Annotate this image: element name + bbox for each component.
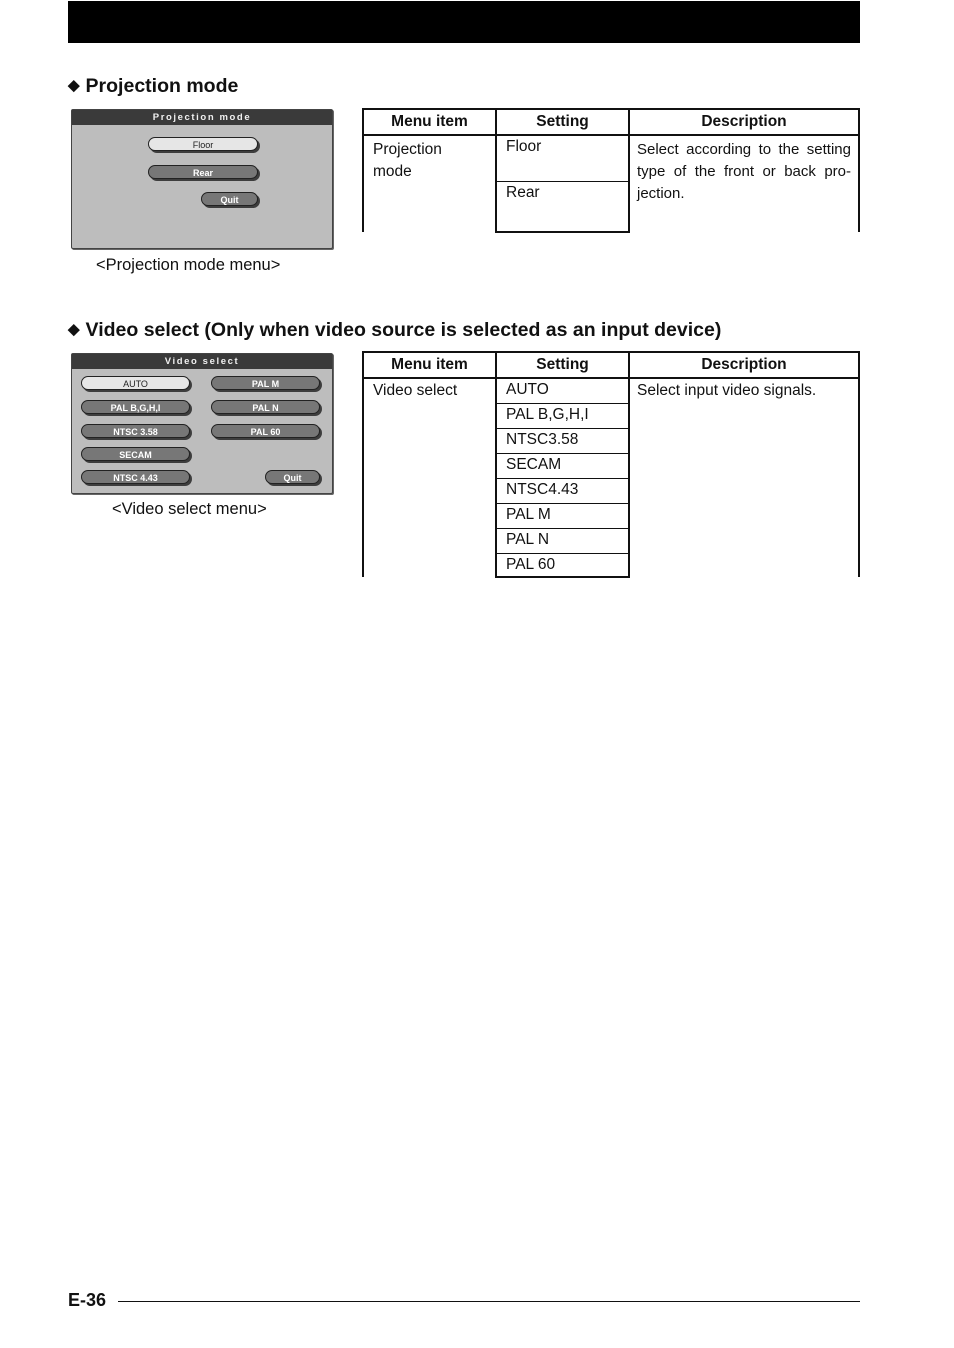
setting-cell: PAL M [506,505,551,523]
auto-button[interactable]: AUTO [81,376,190,390]
pal-60-button[interactable]: PAL 60 [211,424,320,438]
header-setting: Setting [496,109,629,135]
page-number: E-36 [68,1290,107,1310]
header-description: Description [629,109,859,135]
video-select-caption: <Video select menu> [112,500,267,518]
menu-item-cell: Video select [363,378,496,577]
header-description: Description [629,352,859,378]
pal-bghi-button[interactable]: PAL B,G,H,I [81,400,190,414]
header-setting: Setting [496,352,629,378]
menu-item-cell: Projection mode [373,141,442,180]
pal-m-button[interactable]: PAL M [211,376,320,390]
setting-cell: PAL 60 [506,555,556,573]
ntsc-358-button[interactable]: NTSC 3.58 [81,424,190,438]
setting-cell: PAL B,G,H,I [506,405,589,423]
floor-button[interactable]: Floor [148,137,258,151]
projection-mode-menu [71,109,333,249]
video-select-menu [71,353,333,494]
setting-cell: AUTO [506,381,549,398]
menu-title: Video select [72,354,332,369]
section-heading-projection-mode: ◆ Projection mode [68,75,239,97]
quit-button[interactable]: Quit [201,192,258,206]
menu-title: Projection mode [72,110,332,125]
pal-n-button[interactable]: PAL N [211,400,320,414]
footer-rule [118,1301,860,1302]
setting-cell: Floor [506,138,542,155]
header-bar [68,1,860,43]
projection-mode-caption: <Projection mode menu> [96,256,281,274]
rear-button[interactable]: Rear [148,165,258,179]
diamond-bullet-icon: ◆ [68,77,80,94]
setting-cell: PAL N [506,530,550,548]
setting-cell: NTSC3.58 [506,430,579,448]
video-select-table [362,351,860,578]
quit-button[interactable]: Quit [265,470,320,484]
setting-cell: NTSC4.43 [506,480,579,498]
description-cell: Select input video signals. [629,378,859,577]
secam-button[interactable]: SECAM [81,447,190,461]
section-heading-video-select: ◆ Video select (Only when video source is selected as an input device) [68,319,722,341]
ntsc-443-button[interactable]: NTSC 4.43 [81,470,190,484]
header-menu-item: Menu item [363,352,496,378]
setting-cell: Rear [506,183,540,201]
setting-cell: SECAM [506,455,562,473]
description-cell: Select according to the setting type of the front or back pro-jection. [629,135,859,232]
header-menu-item: Menu item [363,109,496,135]
projection-mode-table [362,108,860,233]
diamond-bullet-icon: ◆ [68,321,80,338]
